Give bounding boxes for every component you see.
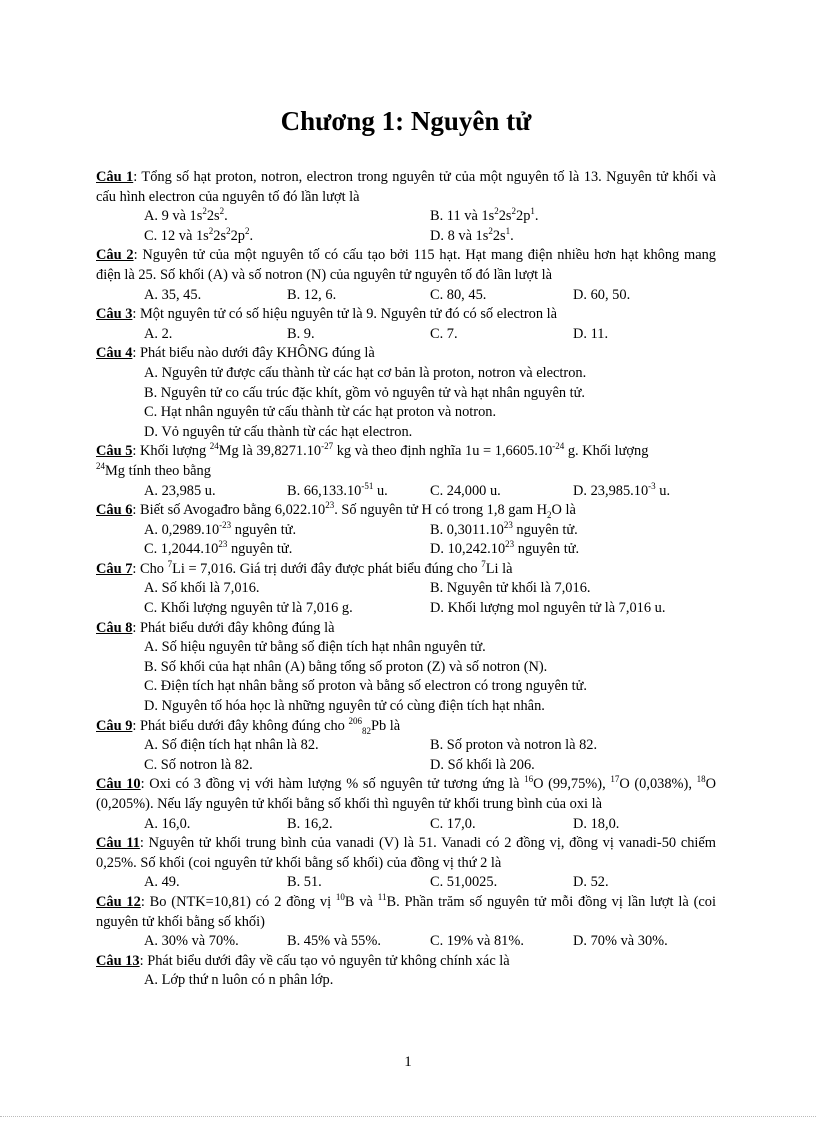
question-number: Câu 5	[96, 443, 133, 460]
option-d: D. 8 và $1s^22s^1$.	[430, 225, 514, 244]
question-text: : Nguyên tử khối trung bình của vanadi (V) là 51. Vanadi có 2 đồng vị, đồng vị vanadi-50 chiếm 0,25%. Số khối (coi nguyên tử khối bằng số khối) của đồng vị thứ 2 là	[96, 835, 716, 871]
option-c: C. 51,0025.	[430, 874, 498, 891]
option-unit: nguyên tử.	[231, 521, 297, 538]
mass-number: 17	[610, 774, 620, 785]
question-number: Câu 13	[96, 952, 140, 969]
question-text: là 39,8271.10	[238, 443, 322, 460]
option-c: C. 24,000 u.	[430, 482, 501, 499]
question-text: kg và theo định nghĩa 1u = 1,6605.10	[333, 443, 553, 460]
question-text: O (0,038%),	[619, 776, 697, 793]
question-text: : Biết số Avogađro bằng 6,022.10	[132, 502, 326, 519]
option-row	[96, 325, 716, 345]
option-b: B. 45% và 55%.	[287, 933, 381, 950]
option-b: B. Nguyên tử co cấu trúc đặc khít, gồm vỏ nguyên tử và hạt nhân nguyên tử.	[144, 384, 586, 401]
subscript: 2	[547, 509, 552, 520]
exponent: -3	[648, 480, 656, 491]
option-c: C. 12 và $1s^22s^22p^2$.	[144, 225, 254, 244]
option-unit: nguyên tử.	[512, 521, 578, 538]
mass-number: 206	[348, 715, 362, 726]
question-4	[96, 344, 716, 364]
option-c: C. Điện tích hạt nhân bằng số proton và bằng số electron có trong nguyên tử.	[144, 678, 588, 695]
option-row	[96, 815, 716, 835]
option-b: B. Số khối của hạt nhân (A) bằng tổng số proton (Z) và số notron (N).	[144, 658, 548, 675]
exponent: -51	[361, 480, 374, 491]
option-text: D. 10,242.10	[430, 541, 506, 558]
option-c: C. 80, 45.	[430, 286, 487, 303]
question-1	[96, 168, 716, 207]
question-number: Câu 6	[96, 502, 133, 519]
option-b: B. 12, 6.	[287, 286, 337, 303]
exponent: -24	[552, 441, 565, 452]
option-d: D. Nguyên tố hóa học là những nguyên tử có cùng điện tích hạt nhân.	[144, 698, 545, 715]
option-c	[144, 540, 430, 560]
option-b	[287, 482, 430, 502]
exponent: -23	[219, 519, 232, 530]
mass-number: 10	[335, 892, 345, 903]
option-d: D. Khối lượng mol nguyên tử là 7,016 u.	[430, 600, 666, 617]
option-d	[573, 482, 716, 502]
option-c: C. Hạt nhân nguyên tử cấu thành từ các hạt proton và notron.	[144, 404, 497, 421]
option-row	[96, 579, 716, 599]
option-unit: u.	[373, 482, 388, 499]
question-text: : Tổng số hạt proton, notron, electron trong nguyên tử của một nguyên tố là 13. Nguyên tử khối và cấu hình electron của nguyên tố đó lần lượt là	[96, 169, 716, 205]
question-3	[96, 305, 716, 325]
option-text: B. 0,3011.10	[430, 521, 504, 538]
option-b: B. Số proton và notron là 82.	[430, 737, 598, 754]
question-text: : Phát biểu dưới đây về cấu tạo vỏ nguyên tử không chính xác là	[139, 952, 510, 969]
question-text: B và	[344, 893, 378, 910]
question-8	[96, 619, 716, 639]
question-number: Câu 4	[96, 345, 133, 362]
option-row	[96, 521, 716, 541]
question-text: : Phát biểu nào dưới đây KHÔNG đúng là	[132, 345, 375, 362]
question-text: O là	[551, 502, 576, 519]
element-symbol: Mg	[105, 462, 125, 479]
option-text: B. 66,133.10	[287, 482, 362, 499]
option-text: A. 0,2989.10	[144, 521, 220, 538]
question-text: g. Khối lượng	[564, 443, 649, 460]
page-number: 1	[404, 1054, 412, 1070]
exponent: 23	[505, 539, 515, 550]
question-text: : Phát biểu dưới đây không đúng cho	[132, 717, 349, 734]
question-11	[96, 834, 716, 873]
option-row	[96, 207, 716, 227]
question-9	[96, 717, 716, 737]
question-6	[96, 501, 716, 521]
exponent: 23	[503, 519, 513, 530]
option-a: A. 9 và $1s^22s^2$.	[144, 206, 228, 225]
atomic-number: 82	[361, 725, 371, 736]
question-text: tính theo bằng	[125, 462, 211, 479]
question-number: Câu 9	[96, 717, 133, 734]
exponent: 23	[218, 539, 228, 550]
option-row	[96, 540, 716, 560]
option-a: A. 30% và 70%.	[144, 933, 239, 950]
option-row	[96, 873, 716, 893]
mass-number: 7	[167, 559, 173, 570]
option-d: D. 70% và 30%.	[573, 933, 668, 950]
option-a: A. 35, 45.	[144, 286, 202, 303]
option-d: D. Vỏ nguyên tử cấu thành từ các hạt electron.	[144, 423, 413, 440]
question-text: O (0,205%). Nếu lấy nguyên tử khối bằng số khối thì nguyên tử khối trung bình của oxi là	[96, 776, 716, 812]
option-row	[96, 599, 716, 619]
option-c: C. 7.	[430, 325, 458, 342]
question-text: : Oxi có 3 đồng vị với hàm lượng % số nguyên tử tương ứng là	[140, 776, 525, 793]
option-d	[430, 540, 716, 560]
question-2	[96, 246, 716, 285]
option-d: D. 60, 50.	[573, 286, 631, 303]
question-text: : Cho	[132, 560, 168, 577]
option-c: C. Khối lượng nguyên tử là 7,016 g.	[144, 600, 353, 617]
option-b: B. Nguyên tử khối là 7,016.	[430, 580, 591, 597]
option-unit: nguyên tử.	[227, 541, 293, 558]
option-c: C. Số notron là 82.	[144, 756, 253, 773]
option-a: A. 2.	[144, 325, 173, 342]
option-unit: u.	[655, 482, 671, 499]
question-number: Câu 11	[96, 835, 140, 852]
question-7	[96, 560, 716, 580]
question-text: : Nguyên tử của một nguyên tố có cấu tạo bởi 115 hạt. Hạt mang điện nhiều hơn hạt không mang điện là 25. Số khối (A) và số notron (N) của nguyên tử nguyên tố đó lần lượt là	[96, 247, 716, 283]
question-text: Li là	[485, 560, 513, 577]
option-a	[144, 521, 430, 541]
exponent: 23	[325, 500, 335, 511]
option-d: D. 18,0.	[573, 815, 620, 832]
question-number: Câu 7	[96, 560, 133, 577]
mass-number: 11	[377, 892, 387, 903]
option-row	[96, 286, 716, 306]
option-a: A. Số khối là 7,016.	[144, 580, 260, 597]
question-text: : Một nguyên tử có số hiệu nguyên tử là 9. Nguyên tử đó có số electron là	[132, 306, 558, 323]
option-text: C. 1,2044.10	[144, 541, 219, 558]
option-a: A. 23,985 u.	[144, 482, 216, 499]
option-b: B. 51.	[287, 874, 322, 891]
option-c: C. 17,0.	[430, 815, 476, 832]
option-row	[96, 736, 716, 756]
question-list	[96, 168, 716, 991]
option-row	[96, 756, 716, 776]
question-number: Câu 10	[96, 776, 141, 793]
option-a: A. 16,0.	[144, 815, 191, 832]
page-title: Chương 1: Nguyên tử	[280, 106, 532, 136]
question-number: Câu 2	[96, 247, 134, 264]
question-number: Câu 1	[96, 169, 134, 185]
option-c: C. 19% và 81%.	[430, 933, 524, 950]
option-d: D. Số khối là 206.	[430, 756, 535, 773]
question-text: : Phát biểu dưới đây không đúng là	[132, 619, 335, 636]
option-a: A. Số điện tích hạt nhân là 82.	[144, 737, 319, 754]
mass-number: 24	[209, 441, 219, 452]
option-d: D. 11.	[573, 325, 609, 342]
option-a: A. Lớp thứ n luôn có n phân lớp.	[144, 972, 334, 989]
question-10	[96, 775, 716, 814]
option-row	[96, 227, 716, 247]
question-text: : Bo (NTK=10,81) có 2 đồng vị	[140, 893, 336, 910]
option-text: D. 23,985.10	[573, 482, 649, 499]
mass-number: 16	[524, 774, 534, 785]
mass-number: 18	[696, 774, 706, 785]
option-b	[430, 521, 716, 541]
question-text: : Khối lượng	[132, 443, 210, 460]
option-a: A. Nguyên tử được cấu thành từ các hạt cơ bản là proton, notron và electron.	[144, 364, 587, 381]
question-number: Câu 3	[96, 306, 133, 323]
option-row	[96, 482, 716, 502]
question-text: Pb là	[370, 717, 401, 734]
mass-number: 7	[481, 559, 486, 570]
option-row	[96, 932, 716, 952]
question-12	[96, 893, 716, 932]
question-5	[96, 442, 716, 481]
question-number: Câu 12	[96, 893, 141, 910]
option-a: A. 49.	[144, 874, 180, 891]
exponent: -27	[321, 441, 334, 452]
question-text: O (99,75%),	[533, 776, 611, 793]
question-number: Câu 8	[96, 619, 133, 636]
question-text: . Số nguyên tử H có trong 1,8 gam H	[334, 502, 548, 519]
question-13	[96, 952, 716, 972]
mass-number: 24	[96, 461, 105, 472]
option-b: B. 16,2.	[287, 815, 333, 832]
option-b: B. 9.	[287, 325, 315, 342]
question-text: B. Phần trăm số nguyên tử mỗi đồng vị lần lượt là (coi nguyên tử khối bằng số khối)	[96, 893, 716, 930]
element-symbol: Mg	[218, 443, 239, 460]
page-break-divider	[0, 1116, 816, 1117]
option-unit: nguyên tử.	[514, 541, 580, 558]
option-d: D. 52.	[573, 874, 609, 891]
option-a: A. Số hiệu nguyên tử bằng số điện tích hạt nhân nguyên tử.	[144, 639, 486, 656]
question-text: Li = 7,016. Giá trị dưới đây được phát biểu đúng cho	[172, 560, 482, 577]
option-b: B. 11 và $1s^22s^22p^1$.	[430, 206, 539, 225]
